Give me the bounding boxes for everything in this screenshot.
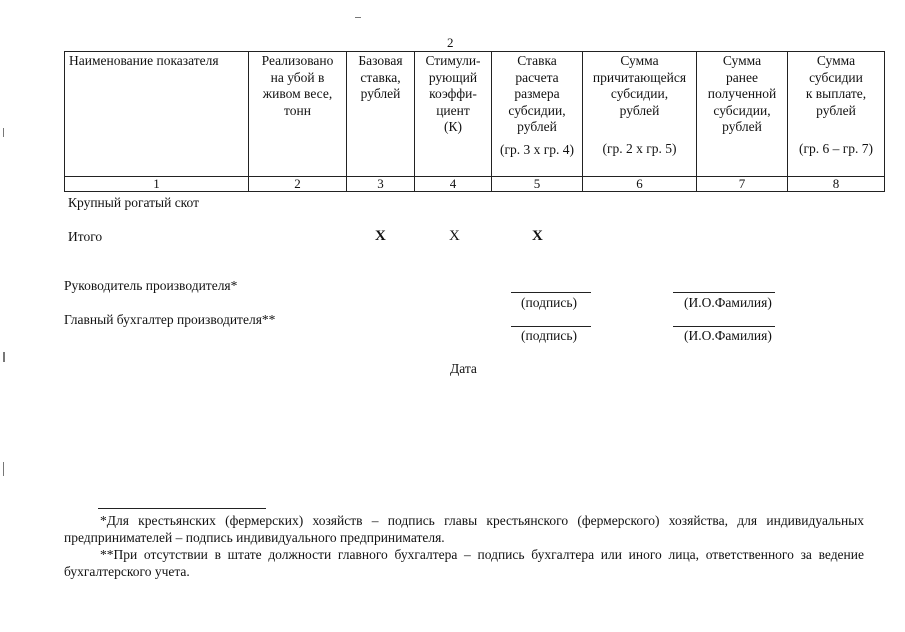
accountant-signature-caption: (подпись) xyxy=(521,328,578,343)
header-text-line: рующий xyxy=(428,69,478,85)
header-text-line: субсидии, xyxy=(610,86,669,101)
head-name-line xyxy=(673,292,775,293)
header-text-line: субсидии xyxy=(809,69,863,85)
header-text-line: рублей xyxy=(517,119,557,134)
header-cell-2 xyxy=(249,52,347,177)
column-number-row xyxy=(65,177,885,192)
header-text-line: тонн xyxy=(284,102,311,118)
accountant-signature-label: Главный бухгалтер производителя** xyxy=(64,312,276,327)
scan-speck xyxy=(3,462,4,476)
footnote-1: *Для крестьянских (фермерских) хозяйств – подпись главы крестьянского (фермерского) хозяйства, для индивидуальных предпринимателей – подпись индивидуального предпринимателя. xyxy=(64,513,864,545)
formula-6: (гр. 2 х гр. 5) xyxy=(602,141,677,156)
head-signature-label: Руководитель производителя* xyxy=(64,278,238,293)
column-number: 1 xyxy=(65,177,249,192)
header-cell-6 xyxy=(583,52,697,177)
header-text-line: Базовая xyxy=(358,53,403,68)
header-text-line: рублей xyxy=(619,102,660,118)
total-mark-col4: X xyxy=(449,228,460,244)
header-cell-7 xyxy=(697,52,788,177)
date-label: Дата xyxy=(450,361,477,376)
header-text-line: на убой в xyxy=(270,69,325,85)
column-number: 8 xyxy=(788,177,885,192)
header-text-line: коэффи- xyxy=(429,86,477,101)
total-mark-col3: X xyxy=(375,228,386,244)
page-number: 2 xyxy=(447,35,454,50)
header-text-line: расчета xyxy=(515,69,559,85)
header-cell-3 xyxy=(347,52,415,177)
head-signature-caption: (подпись) xyxy=(521,295,578,310)
accountant-signature-line xyxy=(511,326,591,327)
header-text-line: размера xyxy=(514,86,560,101)
header-cell-8 xyxy=(788,52,885,177)
header-text-line: Сумма xyxy=(722,53,762,68)
subsidy-calculation-table xyxy=(64,51,885,192)
footnote-rule xyxy=(98,508,266,509)
header-text-line: рублей xyxy=(360,86,401,101)
accountant-name-line xyxy=(673,326,775,327)
column-number: 6 xyxy=(583,177,697,192)
header-text-line: полученной xyxy=(707,86,777,101)
scan-speck xyxy=(3,352,5,362)
header-text-line: Сумма xyxy=(816,53,856,68)
header-text-line: причитающейся xyxy=(592,69,687,85)
header-text-line: к выплате, xyxy=(805,86,867,101)
head-signature-line xyxy=(511,292,591,293)
header-text-line: субсидии, xyxy=(713,102,771,118)
header-text-line: Ставка xyxy=(517,53,557,68)
footnote-2: **При отсутствии в штате должности главного бухгалтера – подпись бухгалтера или иного лица, ответственного за ведение бухгалтерского учета. xyxy=(64,547,864,579)
scan-speck xyxy=(355,17,361,18)
header-text-line: циент xyxy=(436,102,470,118)
header-cell-4 xyxy=(415,52,492,177)
column-number: 7 xyxy=(697,177,788,192)
header-text-line: (К) xyxy=(444,119,462,134)
header-text-line: рублей xyxy=(816,102,856,118)
header-cell-5 xyxy=(492,52,583,177)
accountant-name-caption: (И.О.Фамилия) xyxy=(684,328,772,343)
cattle-row-label: Крупный рогатый скот xyxy=(68,195,200,210)
total-row-label: Итого xyxy=(68,229,103,244)
column-number: 4 xyxy=(415,177,492,192)
header-text-line: ранее xyxy=(726,69,758,85)
header-text-line: рублей xyxy=(722,119,762,134)
formula-8: (гр. 6 – гр. 7) xyxy=(798,141,874,156)
table-header-row xyxy=(65,52,885,177)
header-text-line: Реализовано xyxy=(261,53,334,68)
header-text-line: Сумма xyxy=(620,53,659,68)
column-number: 2 xyxy=(249,177,347,192)
header-text-line: Наименование показателя xyxy=(69,53,219,68)
formula-5: (гр. 3 х гр. 4) xyxy=(499,141,575,157)
header-text-line: живом весе, xyxy=(262,86,333,101)
header-cell-1 xyxy=(65,52,249,177)
scan-speck xyxy=(3,128,4,137)
column-number: 5 xyxy=(492,177,583,192)
header-text-line: субсидии, xyxy=(508,102,566,118)
head-name-caption: (И.О.Фамилия) xyxy=(684,295,772,310)
header-text-line: Стимули- xyxy=(425,53,481,68)
header-text-line: ставка, xyxy=(360,69,401,85)
column-number: 3 xyxy=(347,177,415,192)
total-mark-col5: X xyxy=(532,228,543,244)
